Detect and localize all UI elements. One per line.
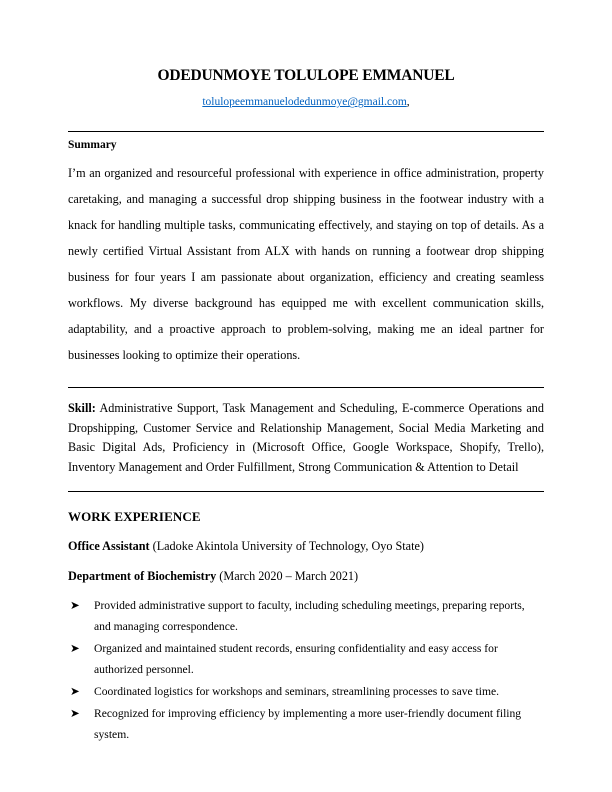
job-department: Department of Biochemistry (68, 568, 217, 583)
list-item-text: Provided administrative support to faculty, including scheduling meetings, preparing reports, and managing correspondence. (94, 599, 525, 634)
list-item-text: Recognized for improving efficiency by implementing a more user-friendly document filing system. (94, 707, 522, 742)
list-item (68, 595, 544, 637)
responsibility-list (68, 595, 544, 745)
job-title: Office Assistant (68, 538, 150, 553)
skills-label: Skill: (68, 401, 96, 416)
email-link[interactable]: tolulopeemmanuelodedunmoye@gmail.com (202, 96, 407, 109)
email-trailing-comma: , (406, 96, 410, 109)
divider-above-skills (68, 387, 544, 388)
summary-heading: Summary (68, 139, 117, 152)
work-experience-heading: WORK EXPERIENCE (68, 509, 201, 525)
job-dates: (March 2020 – March 2021) (216, 568, 359, 583)
arrow-right-icon: ➤ (70, 684, 80, 699)
list-item-text: Organized and maintained student records, ensuring confidentiality and easy access for authorized personnel. (94, 642, 498, 677)
document-content (68, 0, 544, 746)
list-item (68, 638, 544, 680)
list-item-text: Coordinated logistics for workshops and seminars, streamlining processes to save time. (94, 685, 500, 699)
contact-line (68, 95, 544, 110)
job-title-line (68, 539, 544, 555)
list-item (68, 681, 544, 702)
divider-below-skills (68, 491, 544, 492)
divider-above-summary (68, 131, 544, 132)
job-department-line (68, 569, 544, 585)
arrow-right-icon: ➤ (70, 641, 80, 656)
page-title: ODEDUNMOYE TOLULOPE EMMANUEL (157, 67, 455, 84)
summary-body: I’m an organized and resourceful professional with experience in office administration, property caretaking, and managing a successful drop shipping business in the footwear industry with a knack for handling multiple tasks, communicating effectively, and staying on top of details. As a newly certified Virtual Assistant from ALX with hands on running a footwear drop shipping business for four years I am passionate about organization, efficiency and creating seamless workflows. My diverse background has equipped me with excellent communication skills, adaptability, and a proactive approach to problem-solving, making me an ideal partner for businesses looking to optimize their operations. (68, 166, 544, 363)
job-employer: (Ladoke Akintola University of Technology, Oyo State) (149, 538, 424, 553)
skills-block (68, 399, 544, 477)
skills-body: Administrative Support, Task Management and Scheduling, E-commerce Operations and Dropshipping, Customer Service and Relationship Management, Social Media Marketing and Basic Digital Ads, Proficiency in (Microsoft Office, Google Workspace, Shopify, Trello), Inventory Management and Order Fulfillment, Strong Communication & Attention to Detail (68, 401, 544, 474)
arrow-right-icon: ➤ (70, 598, 80, 613)
arrow-right-icon: ➤ (70, 706, 80, 721)
list-item (68, 703, 544, 745)
